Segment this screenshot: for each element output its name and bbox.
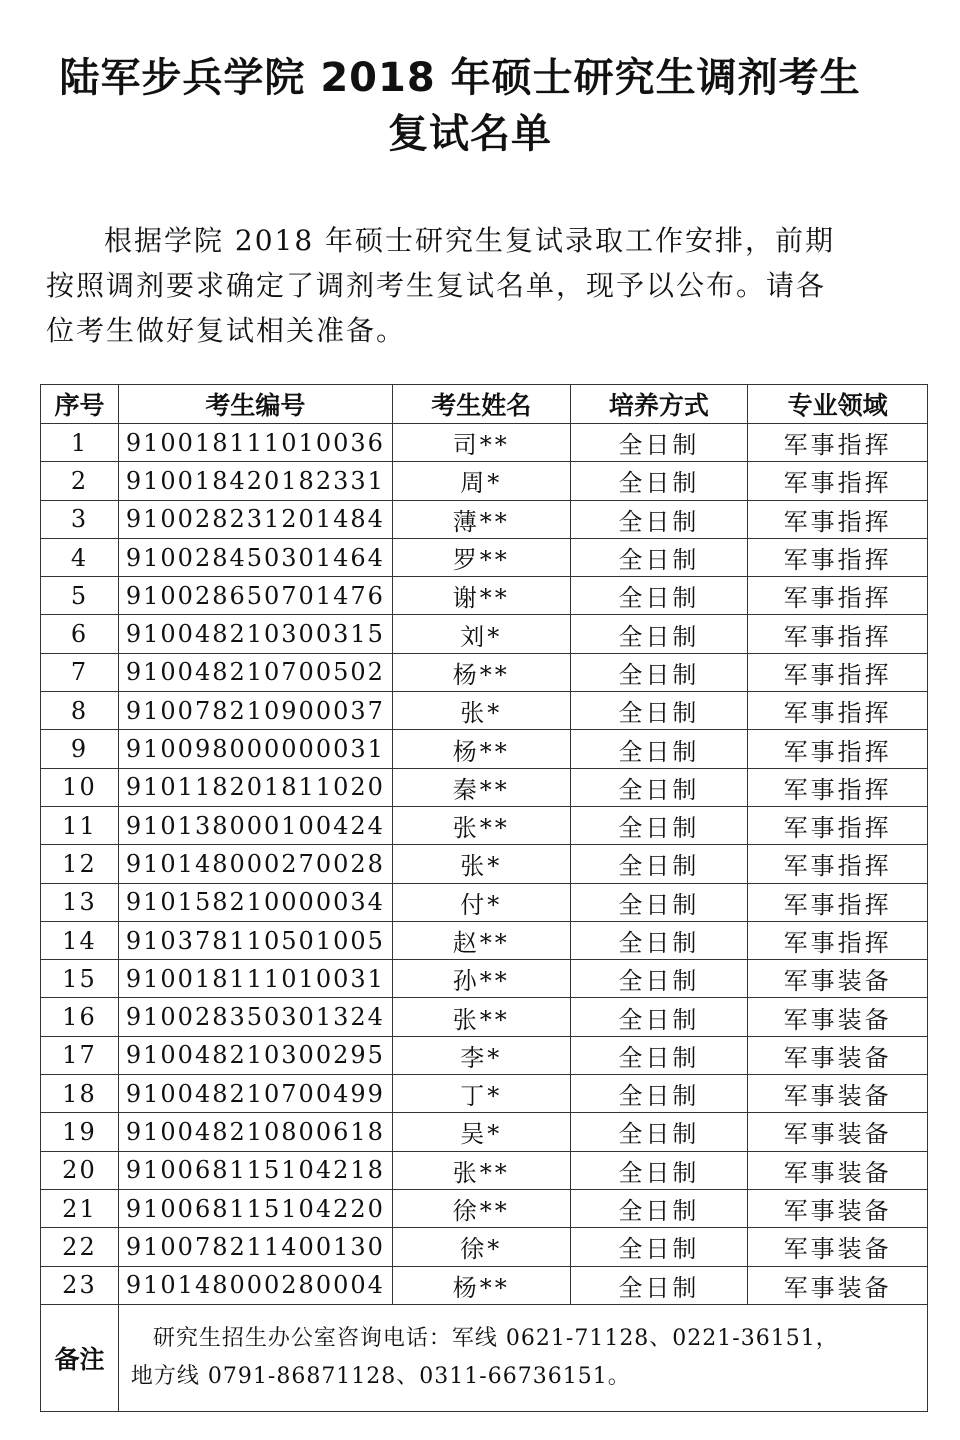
cell-major-field: 军事指挥 <box>748 615 928 653</box>
cell-study-mode: 全日制 <box>570 960 748 998</box>
table-row <box>41 500 928 538</box>
remark-line-2: 地方线 0791-86871128、0311-66736151。 <box>130 1363 631 1389</box>
table-row <box>41 692 928 730</box>
cell-study-mode: 全日制 <box>570 1189 748 1227</box>
cell-candidate-name: 杨** <box>392 1266 570 1304</box>
cell-study-mode: 全日制 <box>570 500 748 538</box>
cell-major-field: 军事指挥 <box>748 845 928 883</box>
table-row <box>41 1151 928 1189</box>
cell-candidate-name: 杨** <box>392 653 570 691</box>
remark-line-1: 研究生招生办公室咨询电话：军线 0621-71128、0221-36151， <box>152 1325 839 1351</box>
cell-serial: 10 <box>41 768 119 806</box>
intro-paragraph <box>46 218 876 353</box>
cell-serial: 4 <box>41 538 119 576</box>
cell-study-mode: 全日制 <box>570 998 748 1036</box>
cell-exam-number: 910148000280004 <box>118 1266 392 1304</box>
remark-text <box>118 1304 927 1411</box>
cell-serial: 15 <box>41 960 119 998</box>
cell-study-mode: 全日制 <box>570 806 748 844</box>
remark-label: 备注 <box>41 1304 119 1411</box>
cell-study-mode: 全日制 <box>570 1151 748 1189</box>
table-row <box>41 806 928 844</box>
cell-exam-number: 910018111010031 <box>118 960 392 998</box>
table-row <box>41 462 928 500</box>
cell-study-mode: 全日制 <box>570 730 748 768</box>
cell-serial: 7 <box>41 653 119 691</box>
table-row <box>41 998 928 1036</box>
cell-exam-number: 910028650701476 <box>118 577 392 615</box>
intro-line-2: 按照调剂要求确定了调剂考生复试名单，现予以公布。请各 <box>46 269 827 302</box>
cell-candidate-name: 李* <box>392 1036 570 1074</box>
cell-serial: 11 <box>41 806 119 844</box>
cell-serial: 6 <box>41 615 119 653</box>
table-row <box>41 730 928 768</box>
cell-candidate-name: 秦** <box>392 768 570 806</box>
cell-exam-number: 910158210000034 <box>118 883 392 921</box>
table-row <box>41 960 928 998</box>
cell-serial: 9 <box>41 730 119 768</box>
cell-study-mode: 全日制 <box>570 424 748 462</box>
cell-study-mode: 全日制 <box>570 1075 748 1113</box>
table-row <box>41 883 928 921</box>
cell-candidate-name: 薄** <box>392 500 570 538</box>
cell-serial: 22 <box>41 1228 119 1266</box>
table-row <box>41 845 928 883</box>
intro-line-1: 根据学院 2018 年硕士研究生复试录取工作安排，前期 <box>104 224 836 257</box>
cell-serial: 18 <box>41 1075 119 1113</box>
header-exam-number: 考生编号 <box>118 385 392 424</box>
cell-serial: 17 <box>41 1036 119 1074</box>
cell-exam-number: 910138000100424 <box>118 806 392 844</box>
cell-study-mode: 全日制 <box>570 538 748 576</box>
cell-major-field: 军事装备 <box>748 1266 928 1304</box>
cell-serial: 19 <box>41 1113 119 1151</box>
cell-study-mode: 全日制 <box>570 577 748 615</box>
cell-major-field: 军事装备 <box>748 1151 928 1189</box>
cell-exam-number: 910078211400130 <box>118 1228 392 1266</box>
page-title-line-2: 复试名单 <box>388 111 552 157</box>
cell-exam-number: 910048210700502 <box>118 653 392 691</box>
cell-candidate-name: 刘* <box>392 615 570 653</box>
cell-serial: 21 <box>41 1189 119 1227</box>
cell-study-mode: 全日制 <box>570 653 748 691</box>
cell-exam-number: 910098000000031 <box>118 730 392 768</box>
cell-major-field: 军事指挥 <box>748 806 928 844</box>
cell-serial: 13 <box>41 883 119 921</box>
cell-candidate-name: 徐** <box>392 1189 570 1227</box>
cell-candidate-name: 张* <box>392 845 570 883</box>
table-row <box>41 768 928 806</box>
cell-study-mode: 全日制 <box>570 462 748 500</box>
cell-exam-number: 910148000270028 <box>118 845 392 883</box>
cell-candidate-name: 丁* <box>392 1075 570 1113</box>
cell-serial: 23 <box>41 1266 119 1304</box>
candidate-table <box>40 384 928 1412</box>
table-row <box>41 1228 928 1266</box>
cell-serial: 5 <box>41 577 119 615</box>
cell-major-field: 军事指挥 <box>748 730 928 768</box>
cell-major-field: 军事指挥 <box>748 424 928 462</box>
cell-major-field: 军事装备 <box>748 1113 928 1151</box>
table-row <box>41 1266 928 1304</box>
cell-exam-number: 910028350301324 <box>118 998 392 1036</box>
cell-candidate-name: 徐* <box>392 1228 570 1266</box>
cell-study-mode: 全日制 <box>570 1266 748 1304</box>
cell-candidate-name: 张** <box>392 1151 570 1189</box>
cell-major-field: 军事指挥 <box>748 538 928 576</box>
table-row <box>41 1036 928 1074</box>
table-row <box>41 615 928 653</box>
cell-exam-number: 910018111010036 <box>118 424 392 462</box>
cell-exam-number: 910048210300295 <box>118 1036 392 1074</box>
cell-exam-number: 910018420182331 <box>118 462 392 500</box>
cell-candidate-name: 罗** <box>392 538 570 576</box>
cell-major-field: 军事装备 <box>748 1075 928 1113</box>
cell-study-mode: 全日制 <box>570 1113 748 1151</box>
header-major-field: 专业领域 <box>748 385 928 424</box>
cell-candidate-name: 张** <box>392 806 570 844</box>
cell-candidate-name: 付* <box>392 883 570 921</box>
cell-study-mode: 全日制 <box>570 615 748 653</box>
table-row <box>41 577 928 615</box>
table-row <box>41 653 928 691</box>
cell-exam-number: 910028450301464 <box>118 538 392 576</box>
table-row <box>41 921 928 959</box>
cell-major-field: 军事装备 <box>748 1228 928 1266</box>
cell-major-field: 军事指挥 <box>748 577 928 615</box>
cell-study-mode: 全日制 <box>570 921 748 959</box>
cell-serial: 16 <box>41 998 119 1036</box>
cell-study-mode: 全日制 <box>570 883 748 921</box>
cell-study-mode: 全日制 <box>570 1228 748 1266</box>
cell-exam-number: 910028231201484 <box>118 500 392 538</box>
cell-study-mode: 全日制 <box>570 1036 748 1074</box>
table-row <box>41 1189 928 1227</box>
table-row <box>41 1075 928 1113</box>
cell-candidate-name: 周* <box>392 462 570 500</box>
cell-serial: 14 <box>41 921 119 959</box>
cell-exam-number: 910068115104218 <box>118 1151 392 1189</box>
cell-major-field: 军事装备 <box>748 1036 928 1074</box>
cell-major-field: 军事指挥 <box>748 653 928 691</box>
cell-exam-number: 910078210900037 <box>118 692 392 730</box>
cell-candidate-name: 张** <box>392 998 570 1036</box>
cell-serial: 12 <box>41 845 119 883</box>
cell-exam-number: 910378110501005 <box>118 921 392 959</box>
cell-exam-number: 910118201811020 <box>118 768 392 806</box>
cell-exam-number: 910048210300315 <box>118 615 392 653</box>
cell-study-mode: 全日制 <box>570 845 748 883</box>
header-study-mode: 培养方式 <box>570 385 748 424</box>
cell-candidate-name: 吴* <box>392 1113 570 1151</box>
cell-major-field: 军事指挥 <box>748 921 928 959</box>
cell-candidate-name: 谢** <box>392 577 570 615</box>
cell-serial: 3 <box>41 500 119 538</box>
cell-major-field: 军事指挥 <box>748 500 928 538</box>
cell-candidate-name: 孙** <box>392 960 570 998</box>
table-row <box>41 424 928 462</box>
table-body <box>41 424 928 1305</box>
cell-candidate-name: 司** <box>392 424 570 462</box>
table-row <box>41 1113 928 1151</box>
table-row <box>41 538 928 576</box>
cell-study-mode: 全日制 <box>570 692 748 730</box>
cell-exam-number: 910048210800618 <box>118 1113 392 1151</box>
cell-major-field: 军事装备 <box>748 998 928 1036</box>
cell-major-field: 军事装备 <box>748 960 928 998</box>
cell-serial: 1 <box>41 424 119 462</box>
remark-row <box>41 1304 928 1411</box>
header-candidate-name: 考生姓名 <box>392 385 570 424</box>
cell-serial: 2 <box>41 462 119 500</box>
page-title-line-1: 陆军步兵学院 2018 年硕士研究生调剂考生 <box>59 55 861 101</box>
cell-major-field: 军事指挥 <box>748 883 928 921</box>
cell-major-field: 军事指挥 <box>748 768 928 806</box>
cell-candidate-name: 张* <box>392 692 570 730</box>
intro-line-3: 位考生做好复试相关准备。 <box>46 314 407 347</box>
cell-serial: 8 <box>41 692 119 730</box>
cell-candidate-name: 杨** <box>392 730 570 768</box>
cell-major-field: 军事指挥 <box>748 462 928 500</box>
header-serial: 序号 <box>41 385 119 424</box>
cell-serial: 20 <box>41 1151 119 1189</box>
cell-exam-number: 910068115104220 <box>118 1189 392 1227</box>
cell-major-field: 军事指挥 <box>748 692 928 730</box>
cell-candidate-name: 赵** <box>392 921 570 959</box>
cell-study-mode: 全日制 <box>570 768 748 806</box>
cell-exam-number: 910048210700499 <box>118 1075 392 1113</box>
cell-major-field: 军事装备 <box>748 1189 928 1227</box>
table-header-row <box>41 385 928 424</box>
